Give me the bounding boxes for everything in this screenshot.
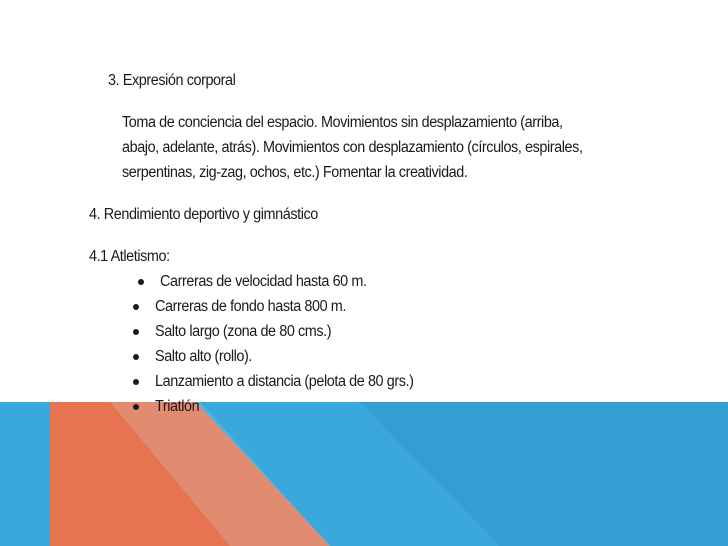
list-item-label: Salto largo (zona de 80 cms.) (155, 323, 332, 340)
section-4-1-subheading: 4.1 Atletismo: (89, 248, 170, 265)
left-blue-facet (0, 402, 50, 546)
list-item (133, 322, 433, 342)
section-3-paragraph-line-2: abajo, adelante, atrás). Movimientos con desplazamiento (círculos, espirales, (122, 139, 583, 156)
list-item-label: Salto alto (rollo). (155, 348, 253, 365)
list-item (133, 397, 433, 417)
bullet-dot-icon (138, 279, 144, 285)
bullet-dot-icon (133, 379, 139, 385)
list-item (133, 297, 433, 317)
section-3-paragraph-line-3: serpentinas, zig-zag, ochos, etc.) Fomentar la creatividad. (122, 164, 468, 181)
section-4-heading: 4. Rendimiento deportivo y gimnástico (89, 206, 318, 223)
list-item-label: Lanzamiento a distancia (pelota de 80 grs.) (155, 373, 414, 390)
bullet-dot-icon (133, 404, 139, 410)
list-item (138, 272, 438, 292)
list-item (133, 347, 433, 367)
bullet-dot-icon (133, 304, 139, 310)
list-item-label: Triatlón (155, 398, 200, 415)
bullet-dot-icon (133, 329, 139, 335)
list-item-label: Carreras de velocidad hasta 60 m. (160, 273, 367, 290)
bullet-dot-icon (133, 354, 139, 360)
list-item (133, 372, 473, 392)
section-3-paragraph-line-1: Toma de conciencia del espacio. Movimientos sin desplazamiento (arriba, (122, 114, 563, 131)
list-item-label: Carreras de fondo hasta 800 m. (155, 298, 346, 315)
section-3-heading: 3. Expresión corporal (108, 72, 236, 89)
